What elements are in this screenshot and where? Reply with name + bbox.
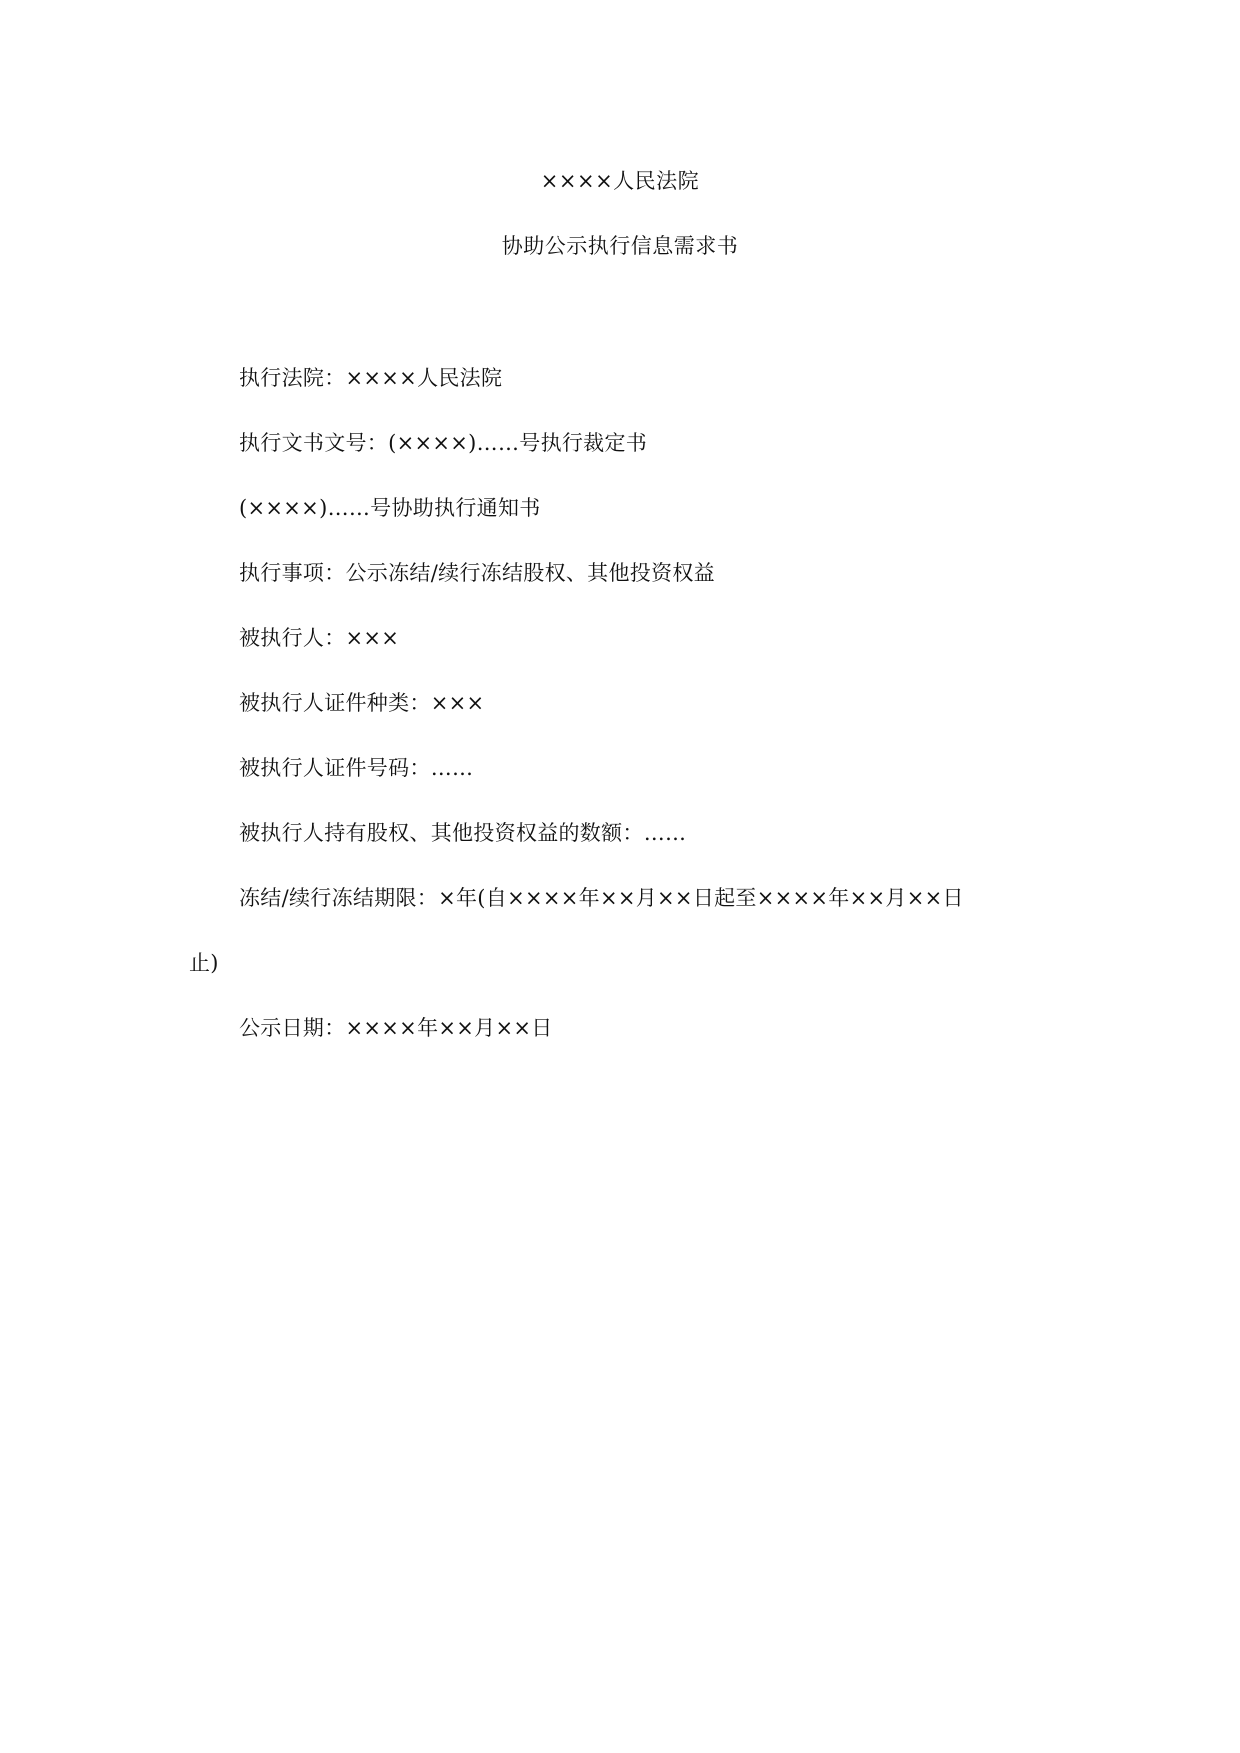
court-name-heading: ××××人民法院 (540, 169, 700, 193)
publish-date-line: 公示日期：××××年××月××日 (239, 1016, 553, 1040)
freeze-period-line-1: 冻结/续行冻结期限：×年(自××××年××月××日起至××××年××月××日 (239, 886, 964, 910)
document-number-line-1: 执行文书文号：(××××)……号执行裁定书 (239, 431, 648, 455)
person-subject-line: 被执行人：××× (239, 626, 400, 650)
equity-amount-line: 被执行人持有股权、其他投资权益的数额：…… (239, 821, 687, 845)
document-number-line-2: (××××)……号协助执行通知书 (239, 496, 541, 520)
id-type-line: 被执行人证件种类：××× (239, 691, 485, 715)
freeze-period-line-2: 止) (189, 951, 219, 975)
executing-court-line: 执行法院：××××人民法院 (239, 366, 503, 390)
id-number-line: 被执行人证件号码：…… (239, 756, 474, 780)
execution-matter-line: 执行事项：公示冻结/续行冻结股权、其他投资权益 (239, 561, 715, 585)
document-title: 协助公示执行信息需求书 (501, 234, 739, 258)
